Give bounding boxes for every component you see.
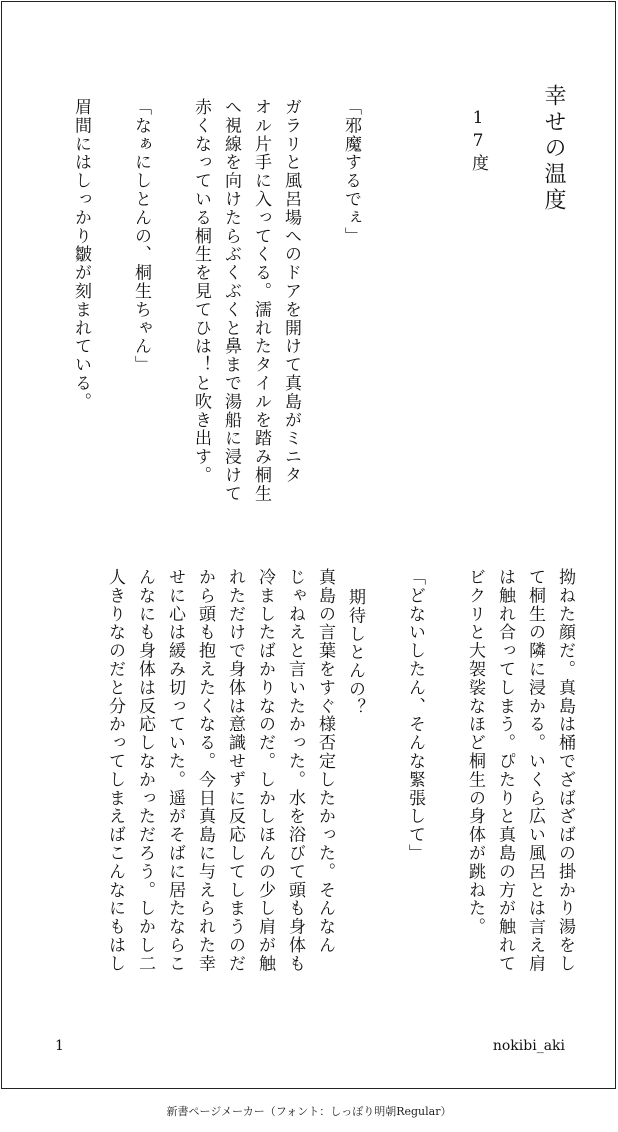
text-line: 「なぁにしとんの、桐生ちゃん」 (131, 98, 151, 374)
text-line: 人きりなのだと分かってしまえばこんなにもはし (105, 568, 125, 973)
text-line: から頭も抱えたくなる。今日真島に与えられた幸 (195, 568, 215, 973)
text-line: んなにも身体は反応しなかっただろう。しかし二 (135, 568, 155, 973)
text-line: ガラリと風呂場へのドアを開けて真島がミニタ (281, 98, 301, 485)
author-name: nokibi_aki (492, 1038, 565, 1054)
text-line: 赤くなっている桐生を見てひは！と吹き出す。 (191, 98, 211, 485)
text-line: へ視線を向けたらぶくぶくと鼻まで湯船に浸けて (221, 98, 241, 503)
page-frame (1, 1, 616, 1089)
text-line: 「どないしたん、そんな緊張して」 (405, 568, 425, 863)
text-line: れただけで身体は意識せずに反応してしまうのだ (225, 568, 245, 973)
chapter-heading: 17度 (468, 108, 488, 174)
text-line: 真島の言葉をすぐ様否定したかった。そんなん (315, 568, 335, 955)
text-line: オル片手に入ってくる。濡れたタイルを踏み桐生 (251, 98, 271, 503)
text-line: 眉間にはしっかり皺が刻まれている。 (71, 98, 91, 411)
generator-caption: 新書ページメーカー（フォント：しっぽり明朝Regular） (166, 1105, 452, 1118)
text-line: 「邪魔するでぇ」 (341, 98, 361, 246)
page-title: 幸せの温度 (541, 84, 566, 214)
text-line: せに心は緩み切っていた。遥がそばに居たならこ (165, 568, 185, 973)
text-line: 拗ねた顔だ。真島は桶でざばざばの掛かり湯をし (555, 568, 575, 973)
text-line: じゃねえと言いたかった。水を浴びて頭も身体も (285, 568, 305, 973)
text-line: は触れ合ってしまう。ぴたりと真島の方が触れて (495, 568, 515, 973)
text-line: 冷ましたばかりなのだ。しかしほんの少し肩が触 (255, 568, 275, 973)
page-number: 1 (55, 1038, 64, 1054)
text-line: 期待しとんの？ (345, 588, 365, 717)
text-line: ビクリと大袈裟なほど桐生の身体が跳ねた。 (465, 568, 485, 936)
text-line: て桐生の隣に浸かる。いくら広い風呂とは言え肩 (525, 568, 545, 973)
